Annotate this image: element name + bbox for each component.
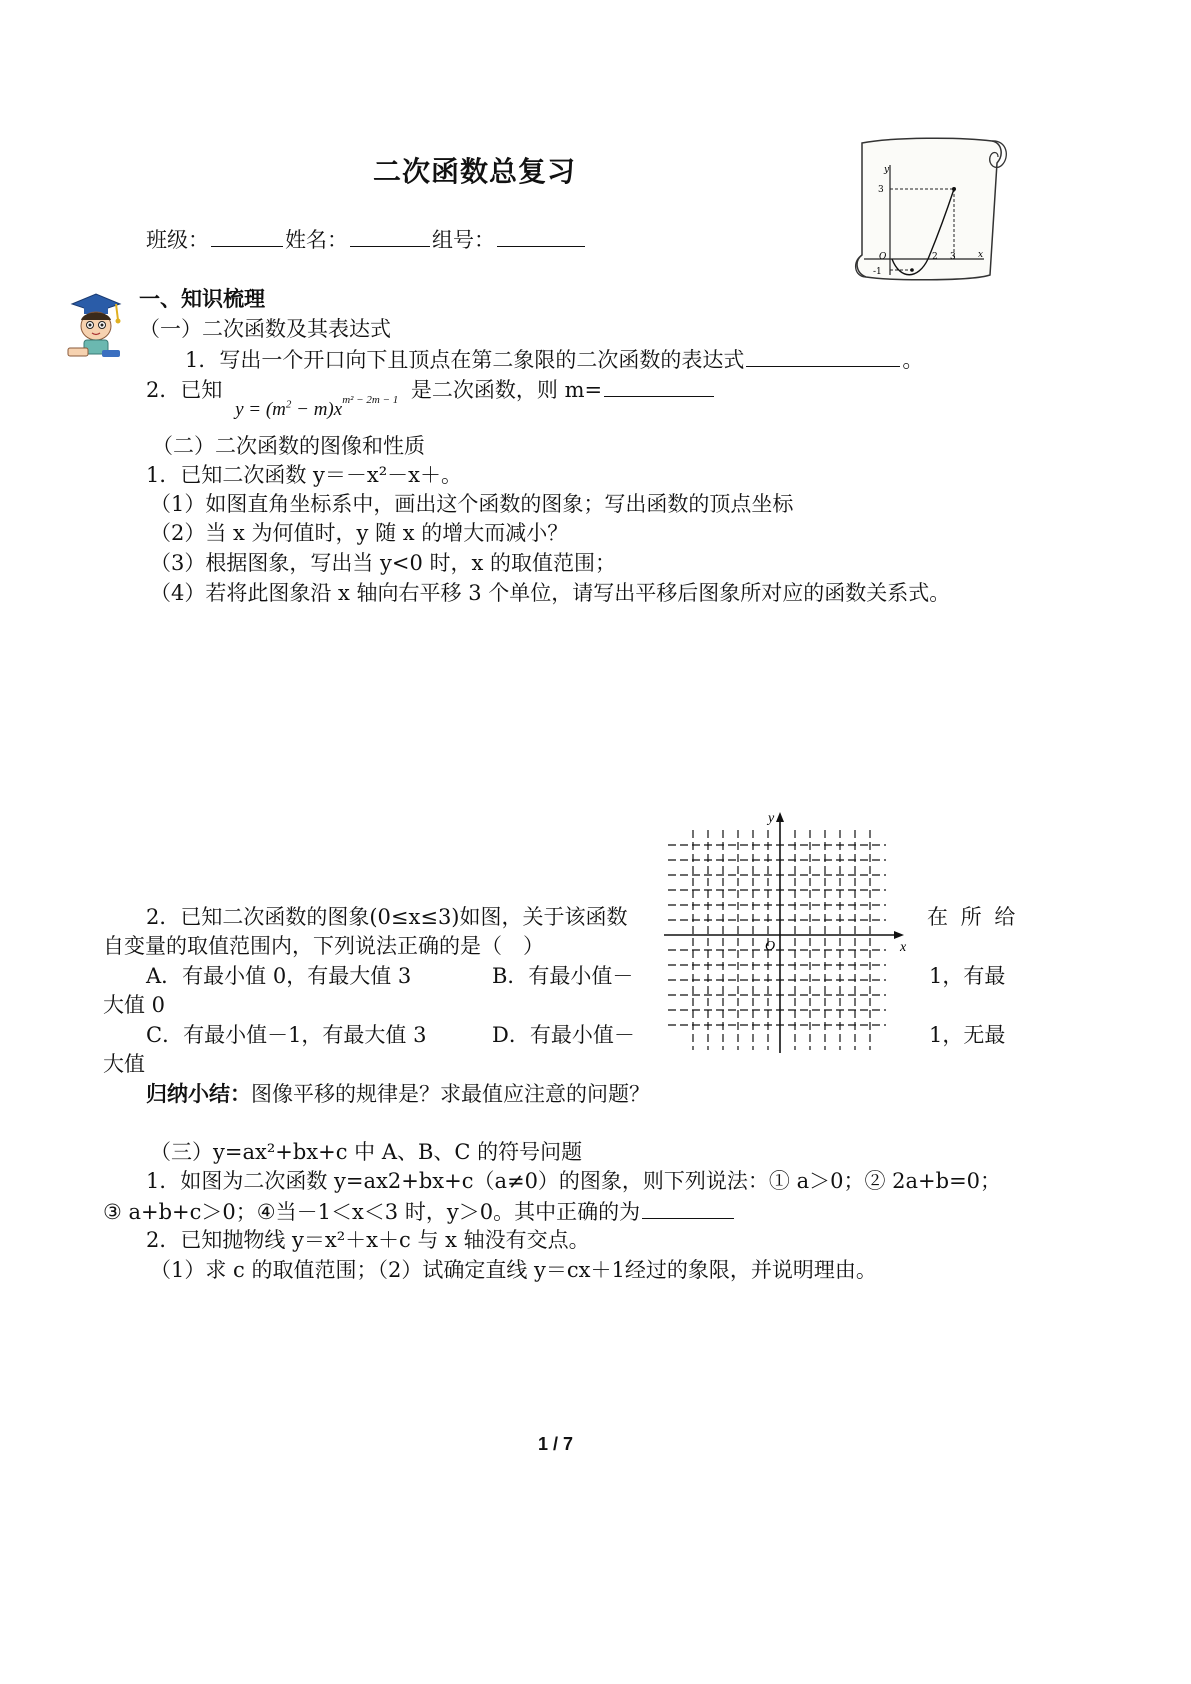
page-title: 二次函数总复习 [373, 155, 577, 188]
part-2-q2-line4: 大值 0 [103, 993, 166, 1017]
eq-base: y = (m [235, 399, 286, 420]
section-1-heading: 一、知识梳理 [139, 286, 265, 311]
part-1-q2-prefix: 2．已知 [146, 378, 223, 402]
eq-mid: − m)x [291, 399, 343, 420]
scroll-origin-label: O [879, 252, 887, 262]
summary-text: 图像平移的规律是？求最值应注意的问题？ [251, 1082, 650, 1106]
part-2-q1-sub2: （2）当 x 为何值时，y 随 x 的增大而减小？ [150, 521, 569, 545]
part-2-heading: （二）二次函数的图像和性质 [152, 434, 425, 458]
part-3-q2-line2: （1）求 c 的取值范围；（2）试确定直线 y＝cx＋1经过的象限，并说明理由。 [150, 1258, 877, 1282]
scroll-tick-x2: 2 [932, 252, 938, 262]
scroll-x-label: x [978, 250, 984, 260]
student-cartoon-icon [62, 290, 126, 362]
part-3-q1-line2-text: ③ a+b+c＞0；④当－1＜x＜3 时，y＞0。其中正确的为 [103, 1200, 641, 1224]
part-2-q2-option-d-part2: 1，无最 [929, 1023, 1006, 1047]
part-1-q1-end: 。 [902, 348, 924, 372]
summary-label: 归纳小结： [146, 1081, 251, 1106]
name-label: 姓名： [285, 228, 348, 252]
part-2-q2-option-b-part2: 1，有最 [929, 964, 1006, 988]
group-label: 组号： [432, 228, 495, 252]
part-2-q2-option-a: A．有最小值 0，有最大值 3 [146, 964, 412, 988]
eq-exponent: m² − 2m − 1 [342, 394, 399, 406]
part-2-q2-line1a: 2．已知二次函数的图象(0≤x≤3)如图，关于该函数 [146, 905, 628, 929]
scroll-tick-y3: 3 [878, 185, 884, 195]
grid-y-label: y [768, 811, 775, 826]
part-2-q2-line6: 大值 [103, 1052, 145, 1076]
scroll-tick-yneg1: -1 [873, 267, 882, 277]
part-2-q2-line1b: 在 所 给 [927, 905, 1016, 929]
scroll-tick-x3: 3 [950, 252, 956, 262]
part-3-q1-line2 [103, 1196, 736, 1226]
class-label: 班级： [146, 228, 209, 252]
part-1-question-2 [146, 374, 716, 420]
part-3-heading: （三）y=ax²+bx+c 中 A、B、C 的符号问题 [150, 1140, 583, 1164]
part-1-q1-text: 1．写出一个开口向下且顶点在第二象限的二次函数的表达式 [185, 348, 745, 372]
part-1-question-1 [185, 344, 923, 374]
part-2-q1-sub4: （4）若将此图象沿 x 轴向右平移 3 个单位，请写出平移后图象所对应的函数关系式。 [150, 581, 951, 605]
part-2-q1-sub3: （3）根据图象，写出当 y<0 时，x 的取值范围； [150, 551, 617, 575]
part-1-heading: （一）二次函数及其表达式 [139, 317, 391, 341]
part-2-q1: 1．已知二次函数 y＝－x²－x＋。 [146, 463, 463, 487]
part-3-q2-line1: 2．已知抛物线 y＝x²＋x＋c 与 x 轴没有交点。 [146, 1228, 590, 1252]
part-2-q2-option-b-part1: B．有最小值－ [492, 964, 634, 988]
part-1-q2-answer-field[interactable] [604, 374, 714, 397]
summary-line [146, 1080, 650, 1108]
part-1-q2-suffix: 是二次函数，则 m= [410, 378, 603, 402]
part-2-q2-line2: 自变量的取值范围内，下列说法正确的是（ ） [103, 934, 544, 958]
name-field[interactable] [350, 224, 430, 247]
part-1-q2-equation: $y = (m^2 - m)x^{m^2 - 2m - 1}$ [235, 394, 399, 420]
group-field[interactable] [497, 224, 585, 247]
page-number: 1 / 7 [538, 1434, 574, 1454]
part-1-q1-answer-field[interactable] [746, 344, 900, 367]
scroll-graph-illustration [852, 135, 1012, 285]
part-2-q2-option-d-part1: D．有最小值－ [492, 1023, 635, 1047]
part-3-q1-answer-field[interactable] [642, 1196, 734, 1219]
part-2-q2-option-c: C．有最小值－1，有最大值 3 [146, 1023, 427, 1047]
grid-origin-label: O [765, 939, 776, 954]
grid-x-label: x [900, 940, 907, 955]
coordinate-grid-figure [664, 808, 914, 1058]
scroll-y-label: y [884, 165, 890, 175]
part-2-q1-sub1: （1）如图直角坐标系中，画出这个函数的图象；写出函数的顶点坐标 [150, 492, 794, 516]
class-field[interactable] [211, 224, 283, 247]
student-info-line [146, 224, 587, 254]
part-3-q1-line1: 1．如图为二次函数 y=ax2+bx+c（a≠0）的图象，则下列说法：① a＞0；② 2a+b=0； [146, 1169, 1002, 1193]
